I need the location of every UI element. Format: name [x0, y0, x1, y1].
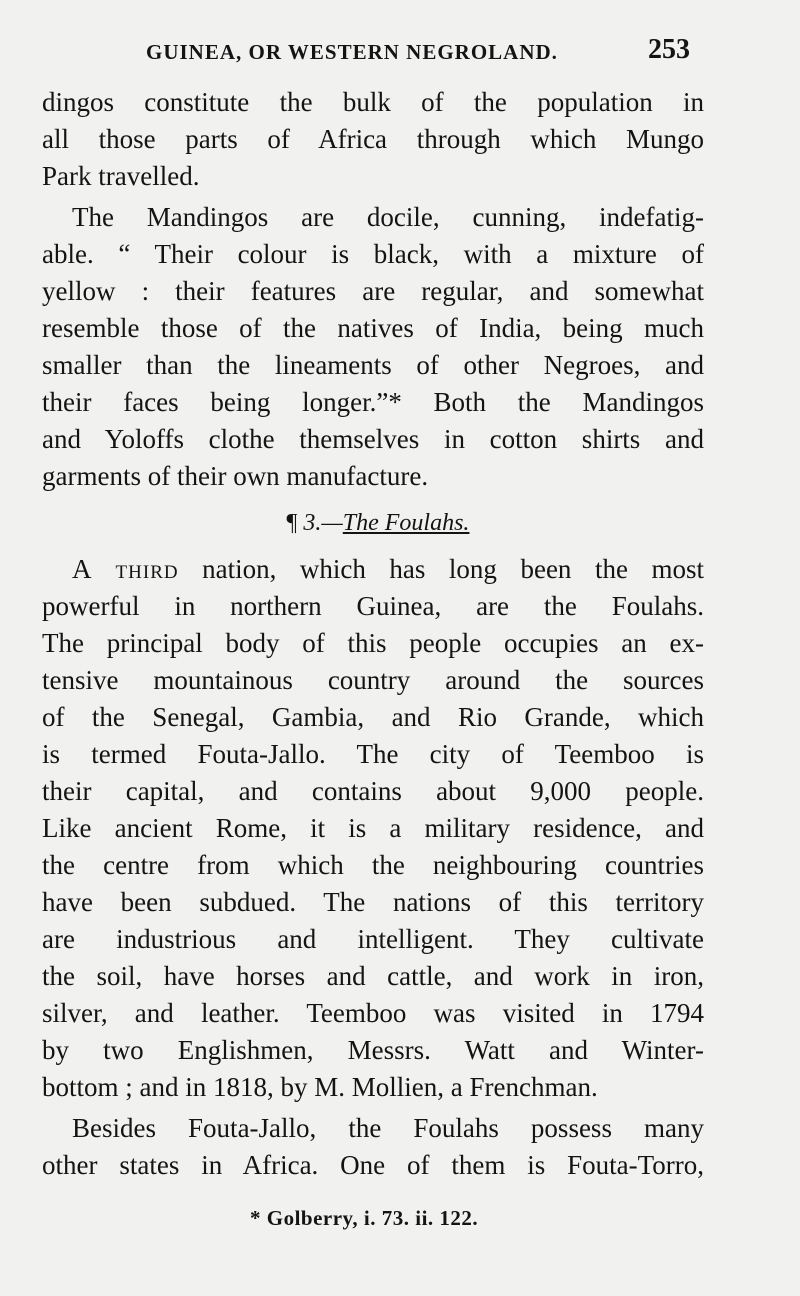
- text-line: The Mandingos are docile, cunning, indefatig-: [72, 202, 704, 232]
- page-number: 253: [648, 34, 690, 65]
- text-line: are industrious and intelligent. They cultivate: [42, 924, 704, 954]
- text-line: Besides Fouta-Jallo, the Foulahs possess many: [72, 1113, 704, 1143]
- text-line: by two Englishmen, Messrs. Watt and Winter-: [42, 1035, 704, 1065]
- section-number: 3.—: [303, 510, 343, 536]
- section-heading: [42, 495, 704, 551]
- text-line: is termed Fouta-Jallo. The city of Teemboo is: [42, 739, 704, 769]
- text-line: have been subdued. The nations of this territory: [42, 887, 704, 917]
- text-line: smaller than the lineaments of other Negroes, and: [42, 350, 704, 380]
- text-line: The principal body of this people occupies an ex-: [42, 628, 704, 658]
- text-line: the centre from which the neighbouring countries: [42, 850, 704, 880]
- text-line: Park travelled.: [42, 161, 200, 191]
- text-line: bottom ; and in 1818, by M. Mollien, a Frenchman.: [42, 1072, 598, 1102]
- text-line: resemble those of the natives of India, being much: [42, 313, 704, 343]
- text-line: [42, 551, 704, 588]
- text-line: and Yoloffs clothe themselves in cotton shirts and: [42, 424, 704, 454]
- text-line: their faces being longer.”* Both the Mandingos: [42, 387, 704, 417]
- text-line: other states in Africa. One of them is Fouta-Torro,: [42, 1150, 704, 1180]
- text-line: Like ancient Rome, it is a military residence, and: [42, 813, 704, 843]
- text-line: powerful in northern Guinea, are the Foulahs.: [42, 591, 704, 621]
- text-line: silver, and leather. Teemboo was visited in 1794: [42, 998, 704, 1028]
- text-line: able. “ Their colour is black, with a mixture of: [42, 239, 704, 269]
- footnote: * Golberry, i. 73. ii. 122.: [250, 1206, 479, 1230]
- running-head: [110, 34, 690, 74]
- paragraph-3: [42, 551, 704, 1106]
- page-body: [42, 84, 704, 1184]
- text-line: of the Senegal, Gambia, and Rio Grande, which: [42, 702, 704, 732]
- text-line: dingos constitute the bulk of the population in: [42, 87, 704, 117]
- pilcrow-symbol: ¶: [286, 510, 298, 536]
- section-title: The Foulahs.: [342, 510, 470, 536]
- text-fragment: nation, which has long been the most: [178, 554, 704, 584]
- paragraph-2: [42, 199, 704, 495]
- paragraph-1: [42, 84, 704, 195]
- text-line: their capital, and contains about 9,000 people.: [42, 776, 704, 806]
- text-line: garments of their own manufacture.: [42, 461, 429, 491]
- paragraph-4: [42, 1110, 704, 1184]
- lead-in-smallcaps: A third: [72, 554, 179, 584]
- text-line: all those parts of Africa through which Mungo: [42, 124, 704, 154]
- running-title: GUINEA, OR WESTERN NEGROLAND.: [146, 40, 558, 64]
- text-line: the soil, have horses and cattle, and work in iron,: [42, 961, 704, 991]
- text-line: tensive mountainous country around the sources: [42, 665, 704, 695]
- text-line: yellow : their features are regular, and somewhat: [42, 276, 704, 306]
